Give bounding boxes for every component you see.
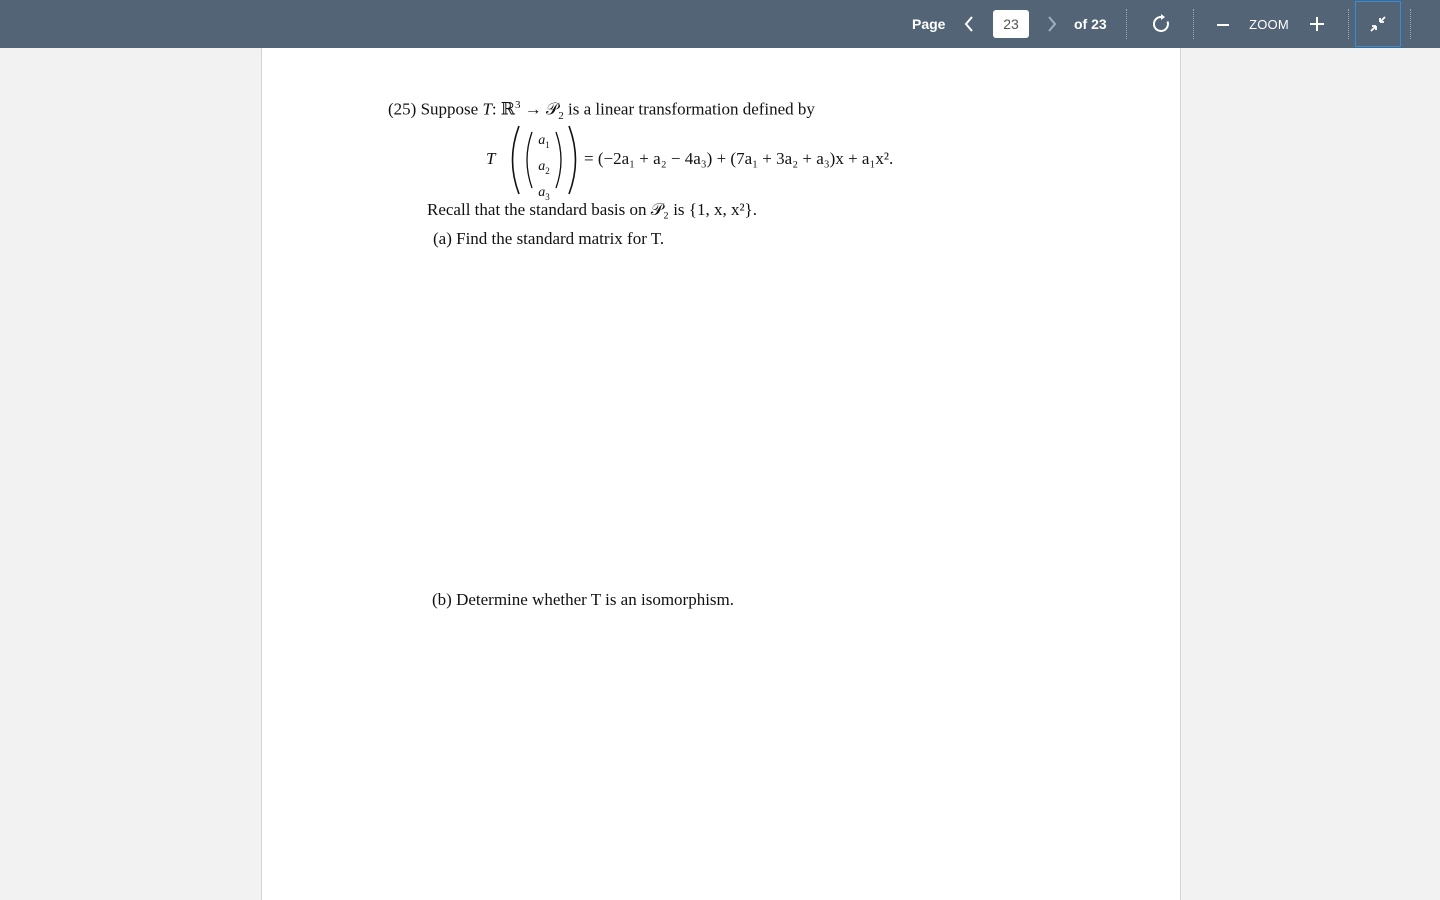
page-count-label: of 23 — [1074, 16, 1107, 32]
question-header — [388, 99, 815, 122]
part-b — [432, 590, 734, 610]
transform-symbol: T — [482, 99, 492, 119]
collapse-icon — [1369, 15, 1387, 33]
recall-text: Recall that the standard basis on 𝒫₂ is {1, x, x²}. — [427, 200, 757, 219]
chevron-right-icon — [1046, 15, 1058, 33]
part-b-label: (b) — [432, 590, 452, 609]
page-number-input[interactable] — [993, 10, 1029, 38]
document-viewer[interactable] — [0, 48, 1440, 900]
question-intro-end: is a linear transformation defined by — [563, 99, 815, 119]
vector-entry: $a_1$ — [538, 133, 550, 150]
left-inner-paren — [520, 124, 534, 196]
input-vector — [533, 130, 555, 207]
transformation-equation — [484, 124, 964, 202]
pdf-page — [261, 48, 1181, 900]
part-a-label: (a) — [433, 229, 452, 248]
rotate-button[interactable] — [1146, 0, 1176, 48]
zoom-out-button[interactable] — [1208, 0, 1238, 48]
vector-entry: $a_3$ — [538, 184, 550, 202]
zoom-label: ZOOM — [1249, 16, 1289, 32]
codomain-subscript: 2 — [558, 110, 564, 123]
plus-icon — [1309, 16, 1325, 32]
collapse-button[interactable] — [1355, 1, 1401, 47]
question-intro: Suppose — [420, 99, 479, 119]
part-a-text: Find the standard matrix for T. — [456, 229, 665, 248]
equation-rhs: = (−2a₁ + a₂ − 4a₃) + (7a₁ + 3a₂ + a₃)x + a₁x². — [584, 149, 894, 168]
domain-text: : ℝ — [491, 99, 516, 119]
page-label: Page — [912, 16, 946, 32]
prev-page-button[interactable] — [958, 0, 980, 48]
zoom-in-button[interactable] — [1302, 0, 1332, 48]
codomain-text: → 𝒫 — [520, 99, 559, 119]
toolbar-divider — [1126, 9, 1127, 39]
toolbar-divider — [1193, 9, 1194, 39]
chevron-left-icon — [963, 15, 975, 33]
next-page-button[interactable] — [1041, 0, 1063, 48]
rotate-icon — [1151, 14, 1171, 34]
part-a — [433, 229, 664, 249]
viewer-toolbar — [0, 0, 1440, 48]
vector-entry: $a_2$ — [538, 158, 550, 176]
toolbar-divider — [1410, 9, 1411, 39]
minus-icon — [1215, 16, 1231, 32]
equation-T: T — [486, 149, 496, 168]
question-number: (25) — [388, 99, 417, 119]
toolbar-divider — [1348, 9, 1349, 39]
domain-exponent: 3 — [515, 99, 521, 111]
part-b-text: Determine whether T is an isomorphism. — [456, 590, 735, 609]
right-outer-paren — [566, 124, 584, 196]
